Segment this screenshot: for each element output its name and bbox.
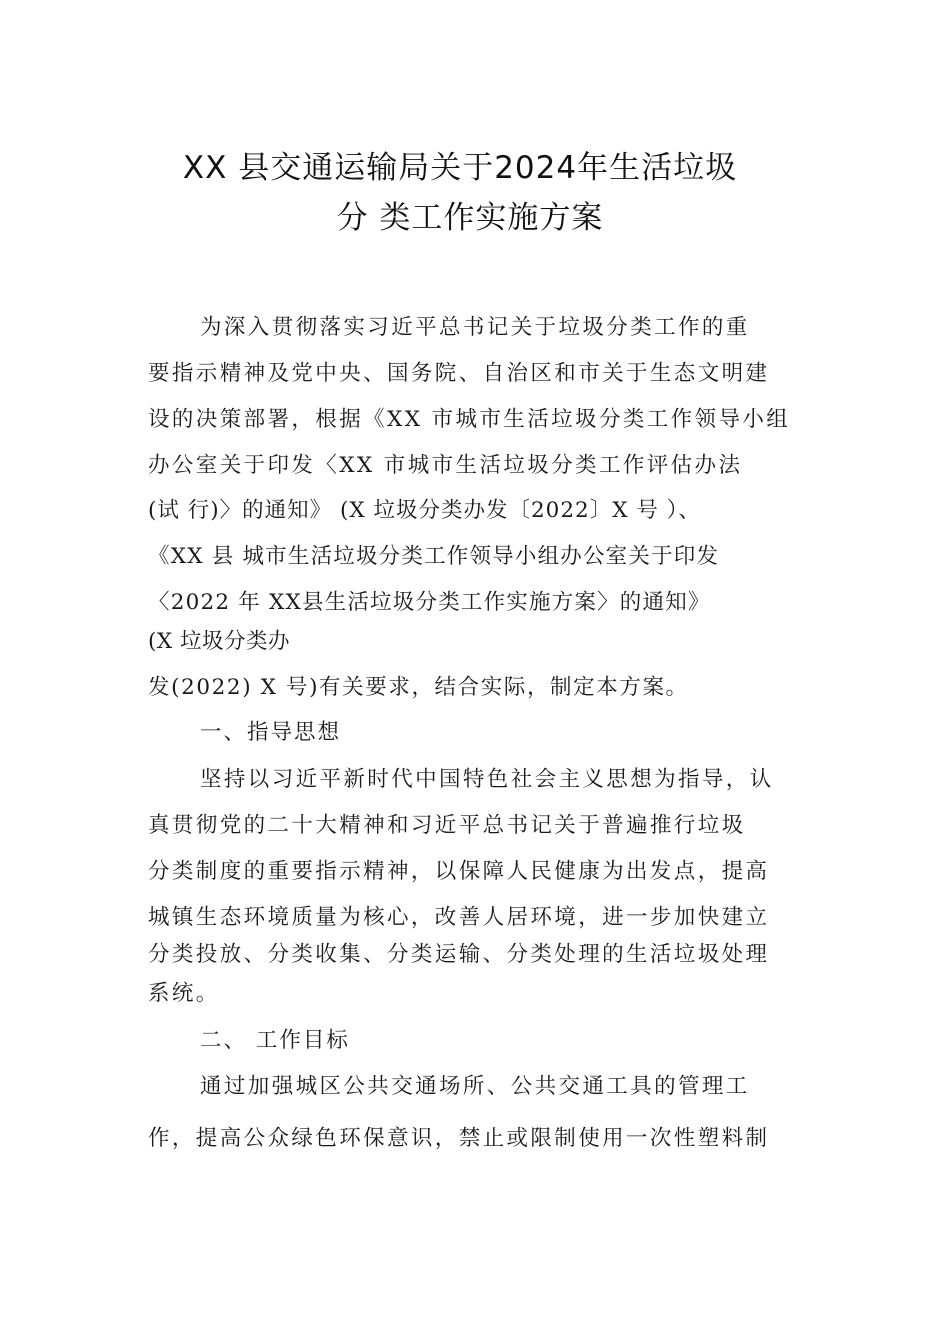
section-heading-work-goals: 二、 工作目标: [200, 1028, 350, 1053]
paragraph-line: 坚持以习近平新时代中国特色社会主义思想为指导，认: [200, 767, 774, 792]
section-heading-guiding-ideology: 一、指导思想: [200, 720, 342, 745]
paragraph-line: 分类投放、分类收集、分类运输、分类处理的生活垃圾处理: [148, 942, 770, 967]
paragraph-line: 分类制度的重要指示精神，以保障人民健康为出发点，提高: [148, 859, 770, 884]
paragraph-line: 城镇生态环境质量为核心，改善人居环境，进一步加快建立: [148, 905, 770, 930]
document-title-line-1: XX 县交通运输局关于2024年生活垃圾: [182, 150, 738, 186]
paragraph-line: (X 垃圾分类办: [148, 629, 291, 654]
paragraph-line: 《XX 县 城市生活垃圾分类工作领导小组办公室关于印发: [148, 544, 720, 569]
paragraph-line: 为深入贯彻落实习近平总书记关于垃圾分类工作的重: [200, 315, 750, 340]
paragraph-line: 要指示精神及党中央、国务院、自治区和市关于生态文明建: [148, 361, 770, 386]
paragraph-line: 〈2022 年 XX县生活垃圾分类工作实施方案〉的通知》: [148, 590, 711, 615]
paragraph-line: (试 行)〉的通知》 (X 垃圾分类办发〔2022〕X 号 ）、: [148, 498, 701, 523]
paragraph-line: 发(2022) X 号)有关要求，结合实际，制定本方案。: [148, 675, 689, 700]
paragraph-line: 系统。: [148, 981, 220, 1006]
paragraph-line: 作，提高公众绿色环保意识，禁止或限制使用一次性塑料制: [148, 1126, 770, 1151]
document-title-line-2: 分 类工作实施方案: [336, 200, 604, 236]
paragraph-line: 真贯彻党的二十大精神和习近平总书记关于普遍推行垃圾: [148, 813, 746, 838]
paragraph-line: 通过加强城区公共交通场所、公共交通工具的管理工: [200, 1074, 750, 1099]
paragraph-line: 办公室关于印发〈XX 市城市生活垃圾分类工作评估办法: [148, 453, 743, 478]
paragraph-line: 设的决策部署，根据《XX 市城市生活垃圾分类工作领导小组: [148, 407, 791, 432]
